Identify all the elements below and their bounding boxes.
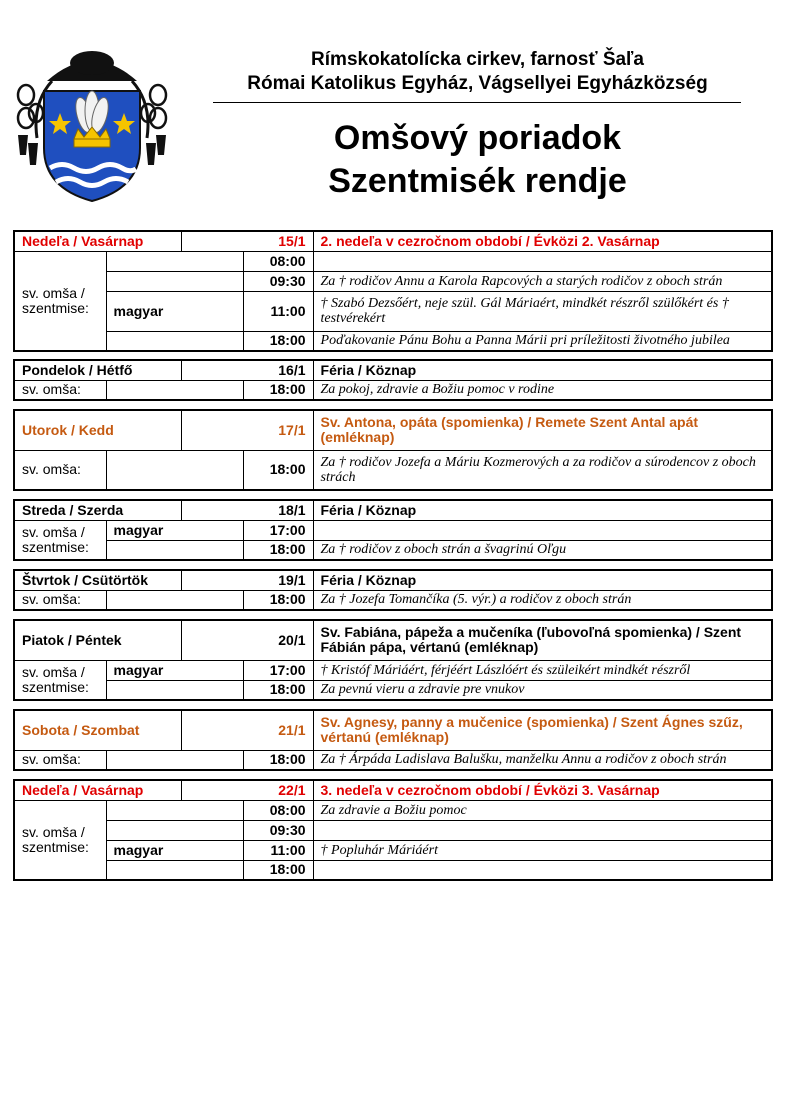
day-date: 18/1 (181, 500, 313, 520)
mass-language: magyar (106, 660, 243, 680)
mass-label: sv. omša: (14, 590, 106, 610)
mass-intention: Za † Árpáda Ladislava Balušku, manželku Annu a rodičov z oboch strán (313, 750, 772, 770)
mass-language (106, 271, 243, 291)
mass-time: 18:00 (243, 750, 313, 770)
day-name: Utorok / Kedd (14, 410, 181, 450)
day-date: 15/1 (181, 231, 313, 251)
mass-intention (313, 860, 772, 880)
mass-time: 18:00 (243, 590, 313, 610)
mass-intention: Za pevnú vieru a zdravie pre vnukov (313, 680, 772, 700)
header-divider (213, 102, 741, 103)
day-name: Nedeľa / Vasárnap (14, 780, 181, 800)
day-table-thursday-19 (13, 569, 773, 611)
day-name: Pondelok / Hétfő (14, 360, 181, 380)
mass-time: 17:00 (243, 520, 313, 540)
mass-label: sv. omša: (14, 450, 106, 490)
page-title-hu: Szentmisék rendje (328, 162, 627, 200)
day-table-friday-20 (13, 619, 773, 701)
day-name: Štvrtok / Csütörtök (14, 570, 181, 590)
day-table-tuesday-17 (13, 409, 773, 491)
mass-intention: Za pokoj, zdravie a Božiu pomoc v rodine (313, 380, 772, 400)
mass-language (106, 800, 243, 820)
day-date: 21/1 (181, 710, 313, 750)
org-name-hu: Római Katolikus Egyház, Vágsellyei Egyházközség (247, 73, 708, 94)
mass-intention: Za zdravie a Božiu pomoc (313, 800, 772, 820)
mass-time: 11:00 (243, 840, 313, 860)
day-feast: Féria / Köznap (313, 360, 772, 380)
mass-language (106, 590, 243, 610)
mass-time: 09:30 (243, 820, 313, 840)
day-name: Nedeľa / Vasárnap (14, 231, 181, 251)
day-date: 19/1 (181, 570, 313, 590)
mass-intention (313, 251, 772, 271)
mass-label: sv. omša / szentmise: (14, 660, 106, 700)
mass-time: 11:00 (243, 291, 313, 331)
mass-label: sv. omša: (14, 380, 106, 400)
mass-time: 18:00 (243, 331, 313, 351)
mass-intention: Za † rodičov Jozefa a Máriu Kozmerových a za rodičov a súrodencov z oboch strách (313, 450, 772, 490)
mass-intention: Za † rodičov z oboch strán a švagrinú Oľgu (313, 540, 772, 560)
day-date: 17/1 (181, 410, 313, 450)
mass-intention: Poďakovanie Pánu Bohu a Panna Márii pri príležitosti životného jubilea (313, 331, 772, 351)
mass-label: sv. omša / szentmise: (14, 800, 106, 880)
mass-label: sv. omša / szentmise: (14, 251, 106, 351)
mass-language: magyar (106, 520, 243, 540)
day-feast: 3. nedeľa v cezročnom období / Évközi 3. Vasárnap (313, 780, 772, 800)
parish-crest-logo (12, 43, 172, 203)
mass-intention: † Szabó Dezsőért, neje szül. Gál Máriaért, mindkét részről szülőkért és † testvérekért (313, 291, 772, 331)
day-table-sunday-15 (13, 230, 773, 352)
mass-time: 08:00 (243, 800, 313, 820)
mass-intention (313, 520, 772, 540)
page-title-sk: Omšový poriadok (333, 119, 622, 157)
day-table-saturday-21 (13, 709, 773, 771)
mass-time: 18:00 (243, 680, 313, 700)
day-feast: Sv. Antona, opáta (spomienka) / Remete Szent Antal apát (emléknap) (313, 410, 772, 450)
mass-intention: Za † Jozefa Tomančíka (5. výr.) a rodičov z oboch strán (313, 590, 772, 610)
mass-intention: † Kristóf Máriáért, férjéért Lászlóért és szüleikért mindkét részről (313, 660, 772, 680)
mass-time: 08:00 (243, 251, 313, 271)
day-table-sunday-22 (13, 779, 773, 881)
mass-label: sv. omša / szentmise: (14, 520, 106, 560)
day-feast: Sv. Fabiána, pápeža a mučeníka (ľubovoľná spomienka) / Szent Fábián pápa, vértanú (emléknap) (313, 620, 772, 660)
day-table-monday-16 (13, 359, 773, 401)
mass-language (106, 450, 243, 490)
mass-time: 18:00 (243, 860, 313, 880)
mass-language (106, 680, 243, 700)
mass-time: 09:30 (243, 271, 313, 291)
mass-language: magyar (106, 840, 243, 860)
mass-language (106, 251, 243, 271)
day-date: 16/1 (181, 360, 313, 380)
mass-language (106, 540, 243, 560)
mass-intention (313, 820, 772, 840)
mass-language (106, 860, 243, 880)
mass-language (106, 331, 243, 351)
day-feast: Sv. Agnesy, panny a mučenice (spomienka) / Szent Ágnes szűz, vértanú (emléknap) (313, 710, 772, 750)
day-feast: Féria / Köznap (313, 570, 772, 590)
mass-label: sv. omša: (14, 750, 106, 770)
mass-time: 17:00 (243, 660, 313, 680)
mass-time: 18:00 (243, 380, 313, 400)
day-date: 22/1 (181, 780, 313, 800)
mass-time: 18:00 (243, 540, 313, 560)
day-name: Piatok / Péntek (14, 620, 181, 660)
mass-language (106, 820, 243, 840)
day-feast: Féria / Köznap (313, 500, 772, 520)
mass-intention: † Popluhár Máriáért (313, 840, 772, 860)
day-name: Sobota / Szombat (14, 710, 181, 750)
mass-language (106, 380, 243, 400)
mass-language (106, 750, 243, 770)
mass-time: 18:00 (243, 450, 313, 490)
day-feast: 2. nedeľa v cezročnom období / Évközi 2. Vasárnap (313, 231, 772, 251)
mass-language: magyar (106, 291, 243, 331)
mass-intention: Za † rodičov Annu a Karola Rapcových a starých rodičov z oboch strán (313, 271, 772, 291)
day-date: 20/1 (181, 620, 313, 660)
org-name-sk: Rímskokatolícka cirkev, farnosť Šaľa (311, 49, 644, 70)
day-name: Streda / Szerda (14, 500, 181, 520)
day-table-wednesday-18 (13, 499, 773, 561)
